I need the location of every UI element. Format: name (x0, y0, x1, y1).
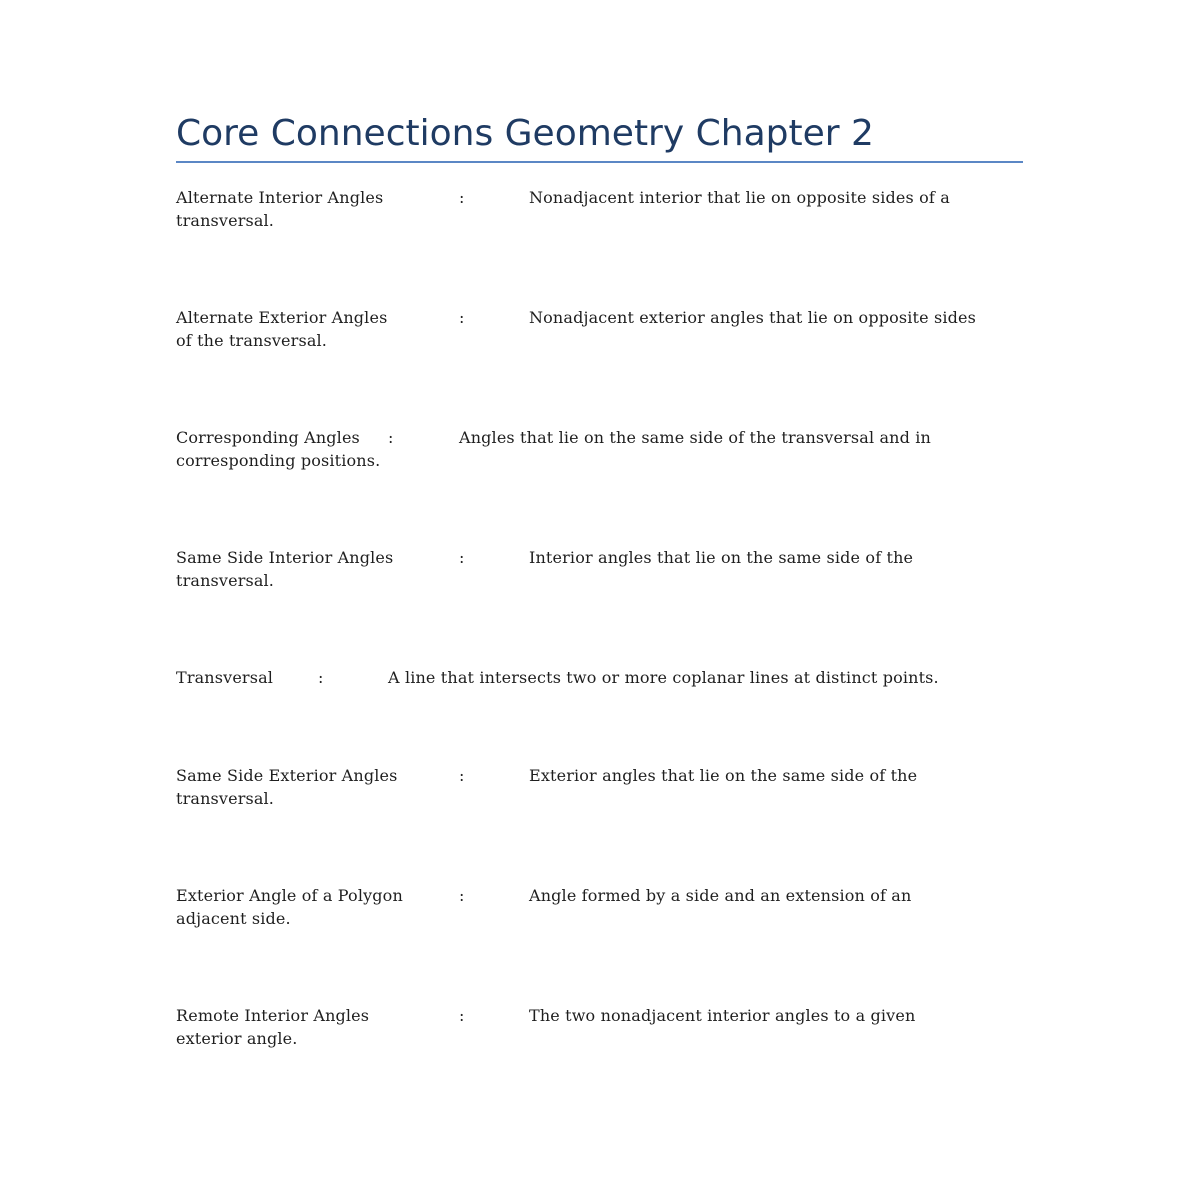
entry-separator: : (459, 886, 465, 905)
entry-separator: : (318, 668, 324, 687)
entry-definition: Exterior angles that lie on the same side of the (529, 766, 918, 785)
entry-term: Alternate Exterior Angles (176, 308, 388, 327)
entry-definition: Angles that lie on the same side of the transversal and in (459, 428, 931, 447)
entry-definition: Interior angles that lie on the same side of the (529, 548, 914, 567)
definition-entry (176, 666, 1026, 712)
entry-term: Corresponding Angles (176, 428, 360, 447)
entry-term: Same Side Exterior Angles (176, 766, 398, 785)
page-title: Core Connections Geometry Chapter 2 (176, 113, 874, 154)
entry-separator: : (459, 1006, 465, 1025)
entry-separator: : (388, 428, 394, 447)
entry-definition-continuation: exterior angle. (176, 1029, 298, 1048)
entry-term: Remote Interior Angles (176, 1006, 370, 1025)
entry-definition-continuation: corresponding positions. (176, 451, 381, 470)
definition-entry (176, 546, 1026, 592)
entry-separator: : (459, 308, 465, 327)
definition-entry (176, 186, 1026, 232)
definition-entry (176, 764, 1026, 810)
definition-entry (176, 306, 1026, 352)
entry-definition-continuation: transversal. (176, 571, 275, 590)
definition-entry (176, 426, 1026, 472)
entry-term: Same Side Interior Angles (176, 548, 394, 567)
entry-term: Transversal (176, 668, 274, 687)
entry-definition-continuation: of the transversal. (176, 331, 328, 350)
entry-definition-continuation: adjacent side. (176, 909, 291, 928)
definition-entry (176, 1004, 1026, 1050)
definition-entry (176, 884, 1026, 930)
entry-definition: Nonadjacent interior that lie on opposite sides of a (529, 188, 950, 207)
title-underline (176, 161, 1023, 163)
entry-separator: : (459, 548, 465, 567)
entry-definition-continuation: transversal. (176, 789, 275, 808)
entry-definition: Nonadjacent exterior angles that lie on opposite sides (529, 308, 976, 327)
entry-separator: : (459, 766, 465, 785)
entry-definition: Angle formed by a side and an extension of an (529, 886, 912, 905)
entry-definition-continuation: transversal. (176, 211, 275, 230)
entry-definition: A line that intersects two or more coplanar lines at distinct points. (388, 668, 939, 687)
entry-term: Alternate Interior Angles (176, 188, 384, 207)
entry-term: Exterior Angle of a Polygon (176, 886, 403, 905)
entry-definition: The two nonadjacent interior angles to a given (529, 1006, 916, 1025)
entry-separator: : (459, 188, 465, 207)
